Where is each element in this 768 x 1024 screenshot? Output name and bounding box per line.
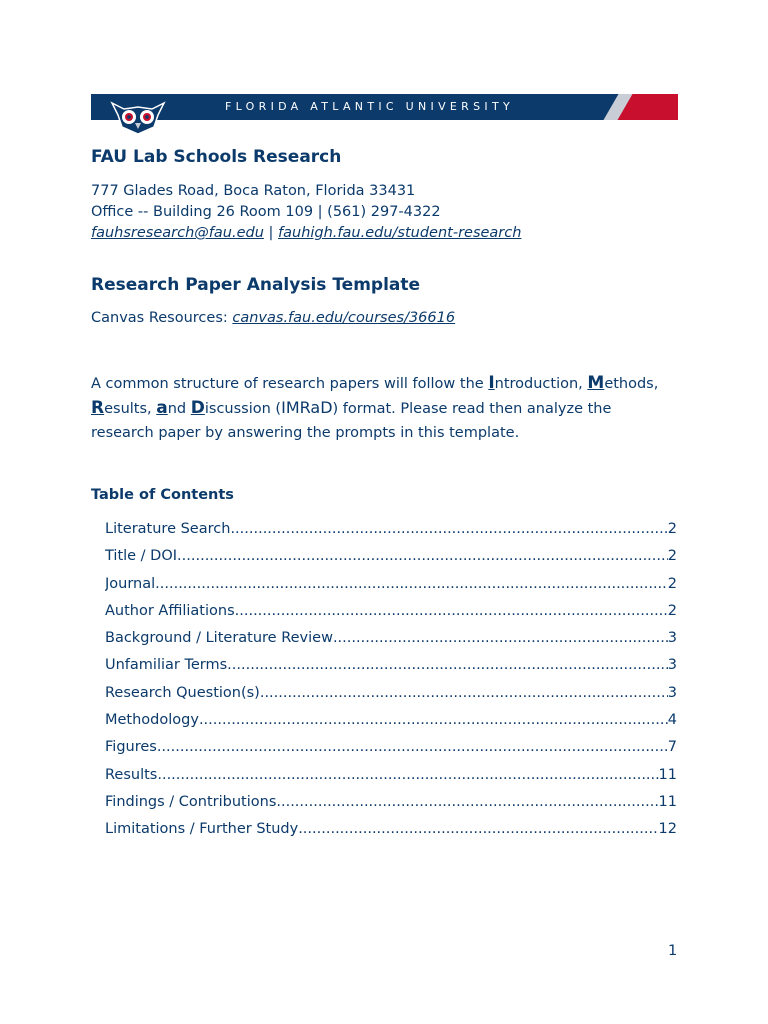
intro-paragraph: [91, 371, 671, 445]
toc-entry-page: 12: [658, 821, 677, 838]
toc-entry-label: Title / DOI: [105, 548, 178, 565]
org-title: FAU Lab Schools Research: [91, 147, 342, 167]
toc-entry[interactable]: [105, 739, 677, 766]
imrad-letter: M: [587, 373, 605, 393]
toc-entry[interactable]: [105, 794, 677, 821]
toc-leader-dots: [199, 712, 668, 728]
document-title: Research Paper Analysis Template: [91, 275, 421, 295]
canvas-label: Canvas Resources:: [91, 310, 233, 326]
page-number: 1: [668, 943, 678, 959]
links-line: [91, 223, 521, 244]
canvas-link[interactable]: canvas.fau.edu/courses/36616: [232, 310, 456, 326]
toc-entry[interactable]: [105, 821, 677, 848]
owl-logo-icon: [108, 97, 168, 135]
toc-leader-dots: [298, 821, 658, 837]
imrad-letter: R: [91, 398, 105, 418]
toc-entry[interactable]: [105, 767, 677, 794]
toc-entry-label: Figures: [105, 739, 157, 756]
intro-text: A common structure of research papers will follow the: [91, 376, 489, 392]
toc-entry[interactable]: [105, 657, 677, 684]
intro-text: ) format. Please read then analyze the research paper by answering the prompts in this template.: [91, 401, 612, 441]
toc-heading: Table of Contents: [91, 487, 234, 503]
toc-entry-page: 3: [667, 630, 677, 647]
toc-entry[interactable]: [105, 548, 677, 575]
toc-entry-page: 2: [667, 548, 677, 565]
intro-text: esults,: [104, 401, 157, 417]
toc-entry-page: 2: [667, 521, 677, 537]
toc-entry-label: Results: [105, 766, 158, 783]
toc-entry[interactable]: [105, 712, 677, 739]
toc-entry-label: Literature Search: [105, 521, 231, 537]
toc-entry-page: 11: [658, 766, 677, 783]
toc-entry[interactable]: [105, 521, 677, 548]
link-separator: |: [263, 225, 279, 241]
office-line: Office -- Building 26 Room 109 | (561) 297-4322: [91, 204, 441, 220]
canvas-resources: [91, 310, 455, 326]
university-name: FLORIDA ATLANTIC UNIVERSITY: [225, 100, 514, 113]
toc-entry-label: Research Question(s): [105, 684, 260, 701]
table-of-contents: [105, 521, 677, 849]
toc-entry-label: Background / Literature Review: [105, 630, 333, 647]
toc-leader-dots: [155, 576, 668, 592]
toc-entry-page: 11: [658, 793, 677, 810]
toc-entry[interactable]: [105, 630, 677, 657]
imrad-acronym: IMRaD: [281, 398, 333, 417]
toc-entry-page: 3: [667, 657, 677, 674]
email-link[interactable]: fauhsresearch@fau.edu: [91, 225, 264, 241]
toc-entry-page: 7: [667, 739, 677, 756]
toc-leader-dots: [230, 521, 667, 537]
intro-text: nd: [167, 401, 191, 417]
intro-text: iscussion (: [204, 401, 282, 417]
toc-entry-page: 4: [667, 712, 677, 729]
toc-leader-dots: [227, 657, 668, 673]
contact-block: [91, 181, 521, 244]
toc-entry-label: Findings / Contributions: [105, 793, 277, 810]
toc-entry-label: Unfamiliar Terms: [105, 657, 228, 674]
toc-entry-label: Methodology: [105, 712, 199, 729]
website-link[interactable]: fauhigh.fau.edu/student-research: [278, 225, 522, 241]
toc-entry-label: Limitations / Further Study: [105, 821, 299, 838]
address-line: 777 Glades Road, Boca Raton, Florida 33431: [91, 183, 416, 199]
imrad-letter: a: [156, 398, 168, 418]
imrad-letter: I: [488, 373, 495, 393]
toc-leader-dots: [235, 603, 668, 619]
toc-entry-page: 2: [667, 602, 677, 619]
toc-entry-page: 2: [667, 575, 677, 592]
toc-entry-label: Author Affiliations: [105, 602, 235, 619]
toc-leader-dots: [157, 739, 668, 755]
toc-leader-dots: [276, 794, 658, 810]
toc-leader-dots: [177, 548, 668, 564]
toc-entry[interactable]: [105, 685, 677, 712]
fau-banner: [91, 94, 678, 120]
toc-entry-label: Journal: [105, 575, 156, 592]
toc-leader-dots: [333, 630, 668, 646]
toc-leader-dots: [157, 767, 658, 783]
intro-text: ethods,: [604, 376, 659, 392]
toc-leader-dots: [260, 685, 668, 701]
imrad-letter: D: [190, 398, 205, 418]
intro-text: ntroduction,: [494, 376, 588, 392]
toc-entry-page: 3: [667, 684, 677, 701]
toc-entry[interactable]: [105, 576, 677, 603]
toc-entry[interactable]: [105, 603, 677, 630]
